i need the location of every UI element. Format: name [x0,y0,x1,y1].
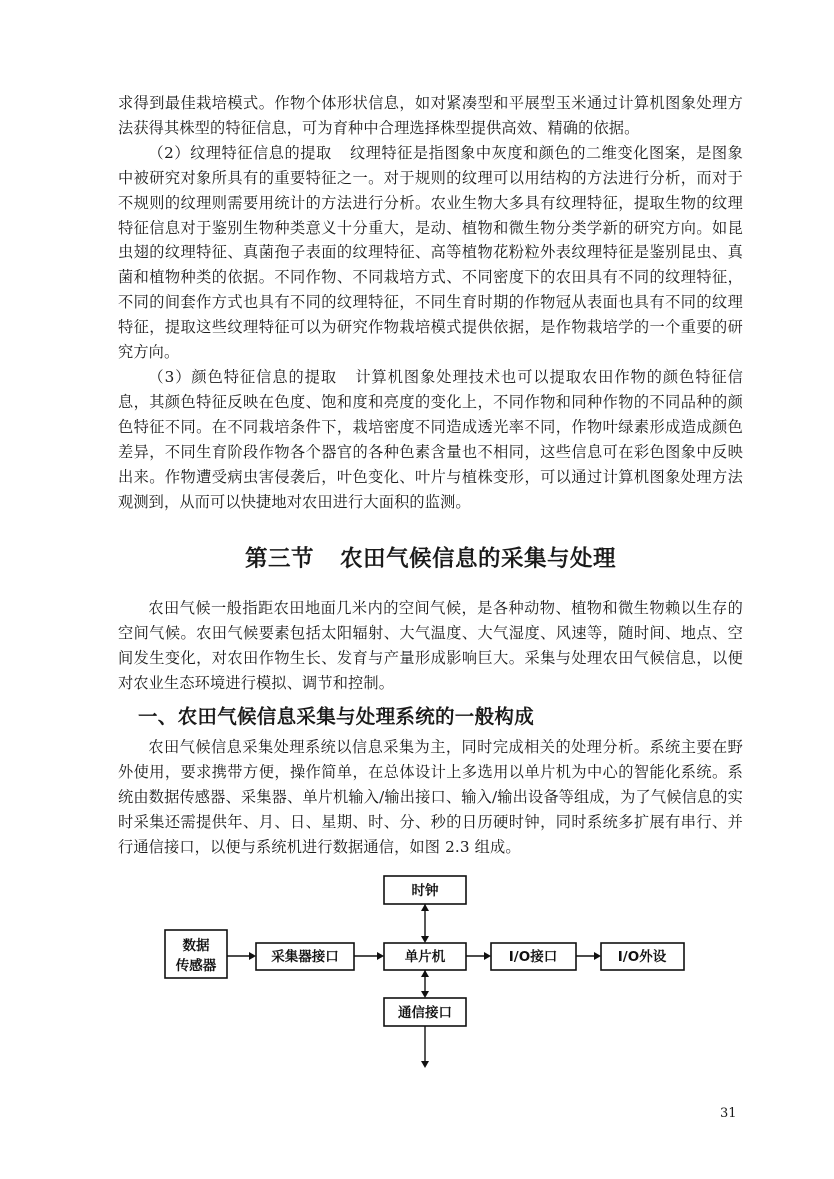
mcu-label: 单片机 [404,949,446,965]
section-name: 农田气候信息的采集与处理 [340,546,617,573]
io-interface-label: I/O接口 [508,949,558,965]
page-number: 31 [720,1106,737,1121]
paragraph-1: 求得到最佳栽培模式。作物个体形状信息，如对紧凑型和平展型玉米通过计算机图象处理方法获得其株型的特征信息，可为育种中合理选择株型提供高效、精确的依据。 [118,94,743,137]
clock-label: 时钟 [411,883,439,899]
io-device-label: I/O外设 [617,949,667,965]
color-body: 计算机图象处理技术也可以提取农田作物的颜色特征信息，其颜色特征反映在色度、饱和度和亮度的变化上，不同作物和同种作物的不同品种的颜色特征不同。在不同栽培条件下，栽培密度不同造成透光率不同，作物叶绿素形成造成颜色差异，不同生育阶段作物各个器官的各种色素含量也不相同，这些信息可在彩色图象中反映出来。作物遭受病虫害侵袭后，叶色变化、叶片与植株变形，可以通过计算机图象处理方法观测到，从而可以快捷地对农田进行大面积的监测。 [118,367,743,511]
color-heading: （3）颜色特征信息的提取 [148,367,338,386]
connector-sensor-collector [227,952,256,960]
connector-io-interface-device [576,952,601,960]
sensor-label-line1: 数据 [182,938,210,954]
paragraph-climate-intro: 农田气候一般指距农田地面几米内的空间气候，是各种动物、植物和微生物赖以生存的空间气候。农田气候要素包括太阳辐射、大气温度、大气湿度、风速等，随时间、地点、空间发生变化，对农田作物生长、发育与产量形成影响巨大。采集与处理农田气候信息，以便对农业生态环境进行模拟、调节和控制。 [118,599,743,693]
sensor-label-line2: 传感器 [175,958,217,974]
connector-collector-mcu [354,952,384,960]
connector-clock-mcu [421,904,429,943]
connector-mcu-io-interface [466,952,491,960]
comm-interface-label: 通信接口 [398,1005,452,1021]
collector-interface-label: 采集器接口 [271,949,339,965]
subsection-title: 一、农田气候信息采集与处理系统的一般构成 [138,705,535,729]
section-number: 第三节 [244,546,314,573]
connector-comm-external [421,1026,429,1068]
texture-heading: （2）纹理特征信息的提取 [148,143,332,162]
texture-body: 纹理特征是指图象中灰度和颜色的二维变化图案，是图象中被研究对象所具有的重要特征之一。对于规则的纹理可以用结构的方法进行分析，而对于不规则的纹理则需要用统计的方法进行分析。农业生物大多具有纹理特征，提取生物的纹理特征信息对于鉴别生物种类意义十分重大，是动、植物和微生物分类学新的研究方向。如昆虫翅的纹理特征、真菌孢子表面的纹理特征、高等植物花粉粒外表纹理特征是鉴别昆虫、真菌和植物种类的依据。不同作物、不同栽培方式、不同密度下的农田具有不同的纹理特征，不同的间套作方式也具有不同的纹理特征，不同生育时期的作物冠从表面也具有不同的纹理特征，提取这些纹理特征可以为研究作物栽培模式提供依据，是作物栽培学的一个重要的研究方向。 [118,143,743,362]
connector-mcu-comm [421,970,429,998]
paragraph-system: 农田气候信息采集处理系统以信息采集为主，同时完成相关的处理分析。系统主要在野外使用，要求携带方便，操作简单，在总体设计上多选用以单片机为中心的智能化系统。系统由数据传感器、采集器、单片机输入/输出接口、输入/输出设备等组成，为了气候信息的实时采集还需提供年、月、日、星期、时、分、秒的日历硬时钟，同时系统多扩展有串行、并行通信接口，以便与系统机进行数据通信，如图 2.3 组成。 [118,738,743,856]
